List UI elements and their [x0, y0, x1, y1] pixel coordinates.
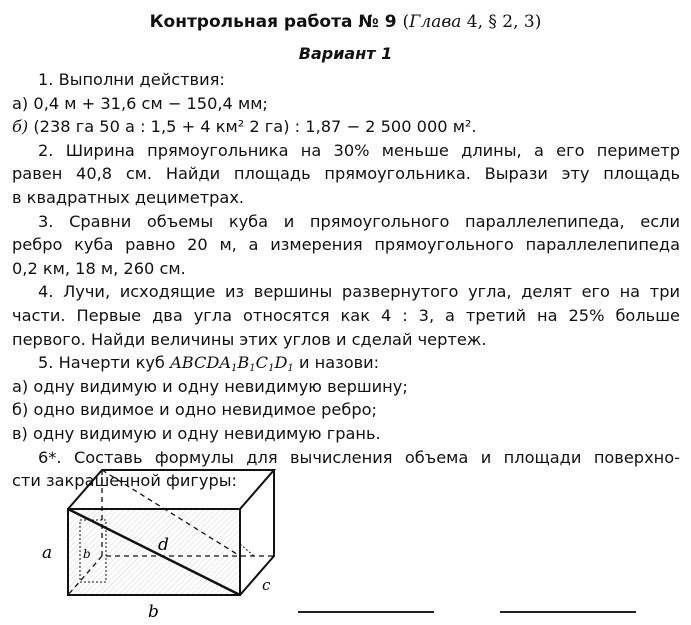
task5-head: 5. Начерти куб $ABCDA_1B_1C_1D_1$ и назови:: [38, 353, 380, 375]
task4-line3: первого. Найди величины этих углов и сделай чертеж.: [12, 329, 487, 349]
title-chapter: (Глава 4, § 2, 3): [402, 12, 542, 32]
task6-line2: сти закрашенной фигуры:: [12, 471, 237, 491]
task6-line1: 6*. Составь формулы для вычисления объема и площади поверхно-: [38, 447, 680, 467]
task2-line2: равен 40,8 см. Найди площадь прямоугольника. Вырази эту площадь: [12, 164, 680, 184]
label-c: c: [262, 576, 271, 594]
task5-b: б) одно видимое и одно невидимое ребро;: [12, 400, 377, 420]
task1-a: а) 0,4 м + 31,6 см − 150,4 мм;: [12, 93, 268, 113]
inner-line: [240, 544, 254, 556]
page-title: [0, 12, 691, 32]
answer-line-1: [298, 611, 434, 613]
task2-line3: в квадратных дециметрах.: [12, 187, 245, 207]
task3-line1: 3. Сравни объемы куба и прямоугольного параллелепипеда, если: [38, 211, 680, 231]
task2-line1: 2. Ширина прямоугольника на 30% меньше длины, а его периметр: [38, 140, 680, 160]
task5-a: а) одну видимую и одну невидимую вершину;: [12, 376, 408, 396]
label-small-b: b: [83, 547, 91, 561]
label-a: a: [42, 543, 53, 563]
task3-line2: ребро куба равно 20 м, а измерения прямоугольного параллелепипеда: [12, 235, 680, 255]
task4-line1: 4. Лучи, исходящие из вершины развернутого угла, делят его на три: [38, 282, 680, 302]
label-b: b: [148, 602, 159, 622]
answer-line-2: [500, 611, 636, 613]
task3-line3: 0,2 км, 18 м, 260 см.: [12, 258, 186, 278]
top-face: [68, 470, 274, 509]
parallelepiped-figure: [30, 462, 290, 622]
task-list: [12, 68, 680, 493]
task5-c: в) одну видимую и одну невидимую грань.: [12, 423, 381, 443]
task1-b: б) (238 га 50 а : 1,5 + 4 км² 2 га) : 1,87 − 2 500 000 м².: [12, 117, 477, 137]
task4-line2: части. Первые два угла относятся как 4 : 3, а третий на 25% больше: [12, 305, 680, 325]
title-main: Контрольная работа № 9: [149, 12, 397, 32]
task1-head: 1. Выполни действия:: [38, 70, 225, 89]
variant-label: Вариант 1: [298, 44, 393, 63]
label-d: d: [158, 535, 169, 555]
